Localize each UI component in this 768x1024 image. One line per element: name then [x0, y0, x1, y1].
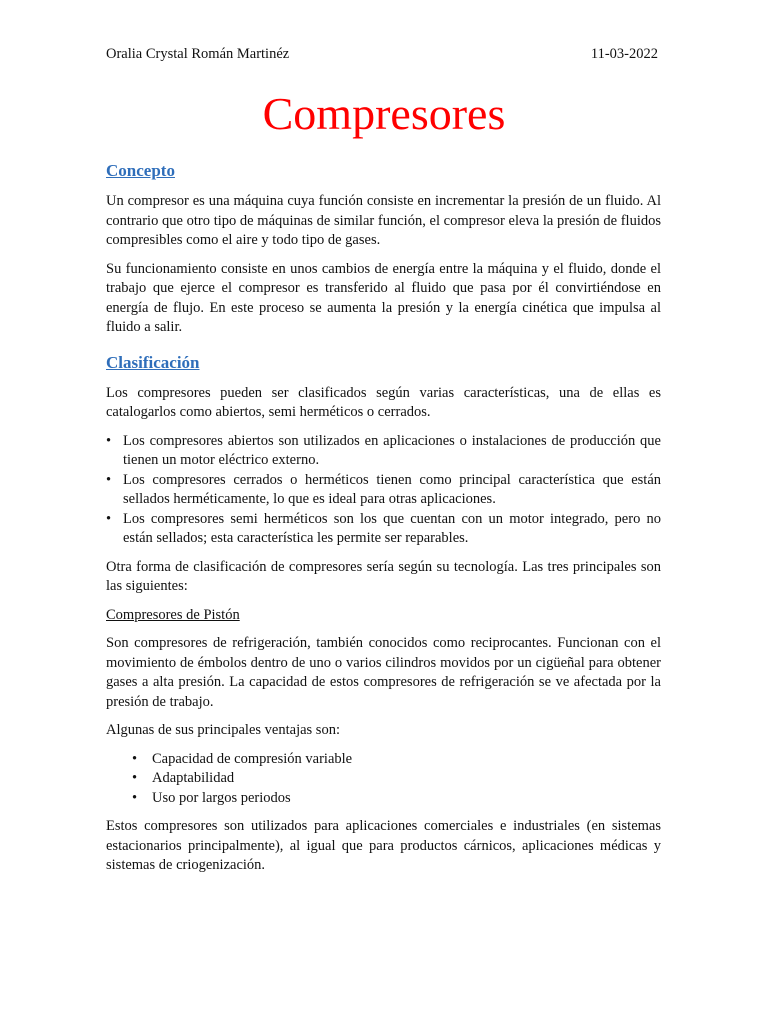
- list-item: • Uso por largos periodos: [106, 789, 661, 809]
- paragraph: Otra forma de clasificación de compresores sería según su tecnología. Las tres principales son las siguientes:: [106, 558, 661, 594]
- ventajas-list: [106, 750, 661, 809]
- paragraph: Los compresores pueden ser clasificados según varias características, una de ellas es catalogarlos como abiertos, semi herméticos o cerrados.: [106, 384, 661, 420]
- subheading-piston: Compresores de Pistón: [106, 606, 240, 623]
- section-heading-clasificacion: Clasificación: [106, 352, 200, 372]
- author-name: Oralia Crystal Román Martinéz: [106, 46, 290, 62]
- list-item: • Los compresores abiertos son utilizados en aplicaciones o instalaciones de producción que tienen un motor eléctrico externo.: [106, 432, 661, 471]
- bullet-list: [106, 432, 661, 549]
- list-item: • Los compresores cerrados o herméticos tienen como principal característica que están sellados herméticamente, lo que es ideal para otras aplicaciones.: [106, 471, 661, 510]
- paragraph: Son compresores de refrigeración, también conocidos como reciprocantes. Funcionan con el movimiento de émbolos dentro de uno o varios cilindros movidos por un cigüeñal para obtener gases a alta presión. La capacidad de estos compresores de refrigeración se ve afectada por la presión de trabajo.: [106, 635, 661, 710]
- list-item: • Capacidad de compresión variable: [106, 750, 661, 770]
- document-body: [106, 160, 661, 885]
- document-date: 11-03-2022: [590, 46, 658, 62]
- paragraph: Algunas de sus principales ventajas son:: [106, 722, 340, 738]
- list-item: • Los compresores semi herméticos son los que cuentan con un motor integrado, pero no están sellados; esta característica les permite ser reparables.: [106, 510, 661, 549]
- list-item: • Adaptabilidad: [106, 769, 661, 789]
- paragraph: Estos compresores son utilizados para aplicaciones comerciales e industriales (en sistemas estacionarios principalmente), al igual que para productos cárnicos, aplicaciones médicas y sistemas de criogenización.: [106, 818, 661, 873]
- document-title: Compresores: [262, 88, 506, 139]
- paragraph: Su funcionamiento consiste en unos cambios de energía entre la máquina y el fluido, donde el trabajo que ejerce el compresor es transferido al fluido que pasa por él convirtiéndose en energía de flujo. En este proceso se aumenta la presión y la energía cinética que impulsa al fluido a salir.: [106, 260, 661, 335]
- section-heading-concepto: Concepto: [106, 161, 175, 180]
- paragraph: Un compresor es una máquina cuya función consiste en incrementar la presión de un fluido. Al contrario que otro tipo de máquinas de similar función, el compresor eleva la presión de fluidos compresibles como el aire y todo tipo de gases.: [106, 193, 661, 248]
